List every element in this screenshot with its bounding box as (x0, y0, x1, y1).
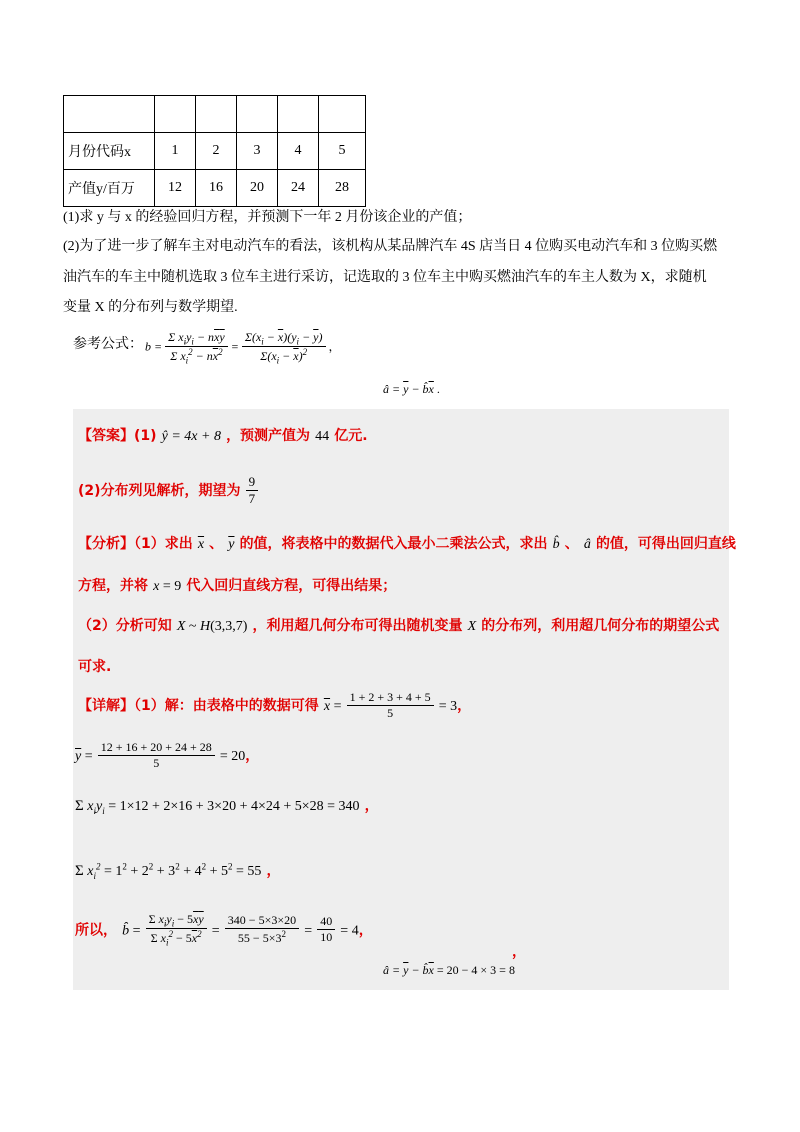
question-part2-line2: 油汽车的车主中随机选取 3 位车主进行采访，记选取的 3 位车主中购买燃油汽车的车主人数为 X，求随机 (63, 270, 707, 285)
answer-part2-text: (2)分布列见解析，期望为 (78, 483, 241, 499)
reference-formula-a: â = $\overline{y}$ − $b̂\overline{x}$ . (383, 382, 440, 396)
table-cell (278, 96, 319, 133)
detail-intercept: â = $\overline{y}$ − $b̂\overline{x} = 20 - 4 \times 3 = 8$ (383, 963, 515, 977)
analysis-line4: 可求. (78, 659, 112, 675)
detail-comma: ， (512, 944, 526, 960)
question-part2-line1: (2)为了进一步了解车主对电动汽车的看法，该机构从某品牌汽车 4S 店当日 4 位购买电动汽车和 3 位购买燃 (63, 239, 718, 254)
detail-slope: 所以， b̂ = $\frac{\Sigma x_iy_i - 5\overline{x}\overline{y}}{\Sigma x_i^2 - 5\overline{x}^2}$ = $\frac{340 - 5\times 3\times 20}{55 - 5\times 3^2}$ = $\frac{40}{10}$ = 4， (75, 912, 373, 948)
table-cell: 12 (155, 170, 196, 207)
table-cell (237, 96, 278, 133)
table-cell: 28 (319, 170, 366, 207)
data-table (63, 95, 366, 207)
question-part2-line3: 变量 X 的分布列与数学期望. (63, 300, 238, 315)
detail-sum-xy: Σ $x_iy_i = 1\times 12 + 2\times 16 + 3\times 20 + 4\times 24 + 5\times 28 = 340$ ， (75, 798, 379, 816)
table-cell (155, 96, 196, 133)
answer-expectation: $\frac{9}{7}$ (246, 474, 259, 507)
analysis-line2: 方程，并将 x = 9 代入回归直线方程，可得出结果； (78, 578, 397, 594)
table-cell: 2 (196, 133, 237, 170)
table-cell (196, 96, 237, 133)
detail-sum-x2: Σ $x_i^2 = 1^2 + 2^2 + 3^2 + 4^2 + 5^2 = 55$ ， (75, 861, 281, 881)
analysis-line3: （2）分析可知 X ~ H(3,3,7) ，利用超几何分布可得出随机变量 X 的分布列，利用超几何分布的期望公式 (78, 618, 720, 634)
table-cell: 月份代码x (64, 133, 155, 170)
detail-line1: 【详解】（1）解：由表格中的数据可得 $\overline{x}$ = $\frac{1 + 2 + 3 + 4 + 5}{5}$ = 3， (78, 690, 472, 720)
answer-prediction-unit: 亿元. (334, 428, 368, 444)
table-cell: 产值y/百万 (64, 170, 155, 207)
table-cell: 5 (319, 133, 366, 170)
detail-mean-y: $\overline{y}$ = $\frac{12 + 16 + 20 + 24 + 28}{5}$ = 20， (75, 740, 260, 770)
question-part1: (1)求 y 与 x 的经验回归方程，并预测下一年 2 月份该企业的产值； (63, 210, 472, 225)
answer-regression-equation: ŷ = 4x + 8 (161, 429, 221, 444)
table-row (64, 170, 366, 207)
answer-prediction-value: 44 (315, 429, 330, 444)
table-cell (64, 96, 155, 133)
answer-line (78, 425, 368, 445)
answer-part2 (78, 474, 258, 507)
table-cell: 24 (278, 170, 319, 207)
table-cell: 1 (155, 133, 196, 170)
answer-prediction-text: ，预测产值为 (226, 428, 311, 444)
reference-formula-b: b = $\frac{\Sigma x_iy_i - n\overline{x}\overline{y}}{\Sigma x_i^2 - n\overline{x}^2}$ = $\frac{\Sigma(x_i - \overline{x})(y_i - \overline{y})}{\Sigma(x_i - \overline{x})^2}$ ， (145, 330, 341, 366)
table-cell: 20 (237, 170, 278, 207)
table-row (64, 96, 366, 133)
reference-formula-label: 参考公式： (73, 337, 143, 352)
table-cell (319, 96, 366, 133)
table-cell: 4 (278, 133, 319, 170)
detail-label: 【详解】 (78, 698, 134, 714)
analysis-label: 【分析】 (78, 536, 134, 552)
table-cell: 3 (237, 133, 278, 170)
answer-label: 【答案】(1) (78, 428, 157, 444)
table-cell: 16 (196, 170, 237, 207)
table-row (64, 133, 366, 170)
analysis-line1: 【分析】（1）求出 $\overline{x}$ 、 $\overline{y}$ 的值，将表格中的数据代入最小二乘法公式，求出 b̂ 、 â 的值，可得出回归直线 (78, 536, 736, 552)
